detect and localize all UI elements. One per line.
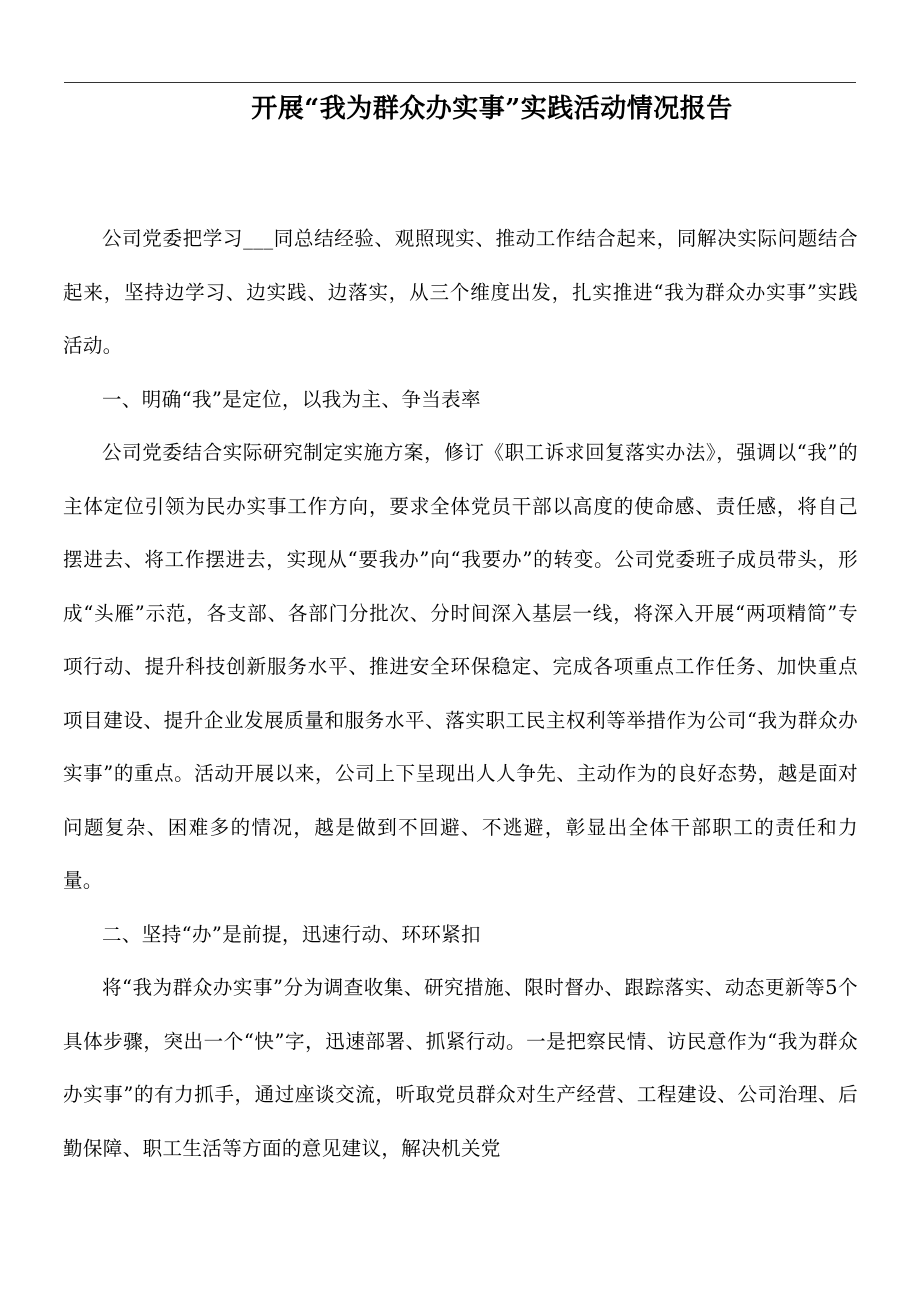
intro-paragraph: 公司党委把学习___同总结经验、观照现实、推动工作结合起来，同解决实际问题结合起来，坚持边学习、边实践、边落实，从三个维度出发，扎实推进“我为群众办实事”实践活动。 bbox=[63, 227, 858, 357]
section-heading-2: 二、坚持“办”是前提，迅速行动、环环紧扣 bbox=[102, 922, 481, 946]
section-heading-1: 一、明确“我”是定位，以我为主、争当表率 bbox=[102, 387, 481, 411]
document-body bbox=[63, 212, 858, 1175]
header-rule bbox=[64, 82, 856, 83]
document-title: 开展“我为群众办实事”实践活动情况报告 bbox=[251, 94, 733, 124]
section-2-paragraph: 将“我为群众办实事”分为调查收集、研究措施、限时督办、跟踪落实、动态更新等5个具体步骤，突出一个“快”字，迅速部署、抓紧行动。一是把察民情、访民意作为“我为群众办实事”的有力抓手，通过座谈交流，听取党员群众对生产经营、工程建设、公司治理、后勤保障、职工生活等方面的意见建议，解决机关党 bbox=[63, 976, 858, 1160]
section-1-paragraph: 公司党委结合实际研究制定实施方案，修订《职工诉求回复落实办法》，强调以“我”的主体定位引领为民办实事工作方向，要求全体党员干部以高度的使命感、责任感，将自己摆进去、将工作摆进去，实现从“要我办”向“我要办”的转变。公司党委班子成员带头，形成“头雁”示范，各支部、各部门分批次、分时间深入基层一线，将深入开展“两项精简”专项行动、提升科技创新服务水平、推进安全环保稳定、完成各项重点工作任务、加快重点项目建设、提升企业发展质量和服务水平、落实职工民主权利等举措作为公司“我为群众办实事”的重点。活动开展以来，公司上下呈现出人人争先、主动作为的良好态势，越是面对问题复杂、困难多的情况，越是做到不回避、不逃避，彰显出全体干部职工的责任和力量。 bbox=[63, 441, 858, 892]
